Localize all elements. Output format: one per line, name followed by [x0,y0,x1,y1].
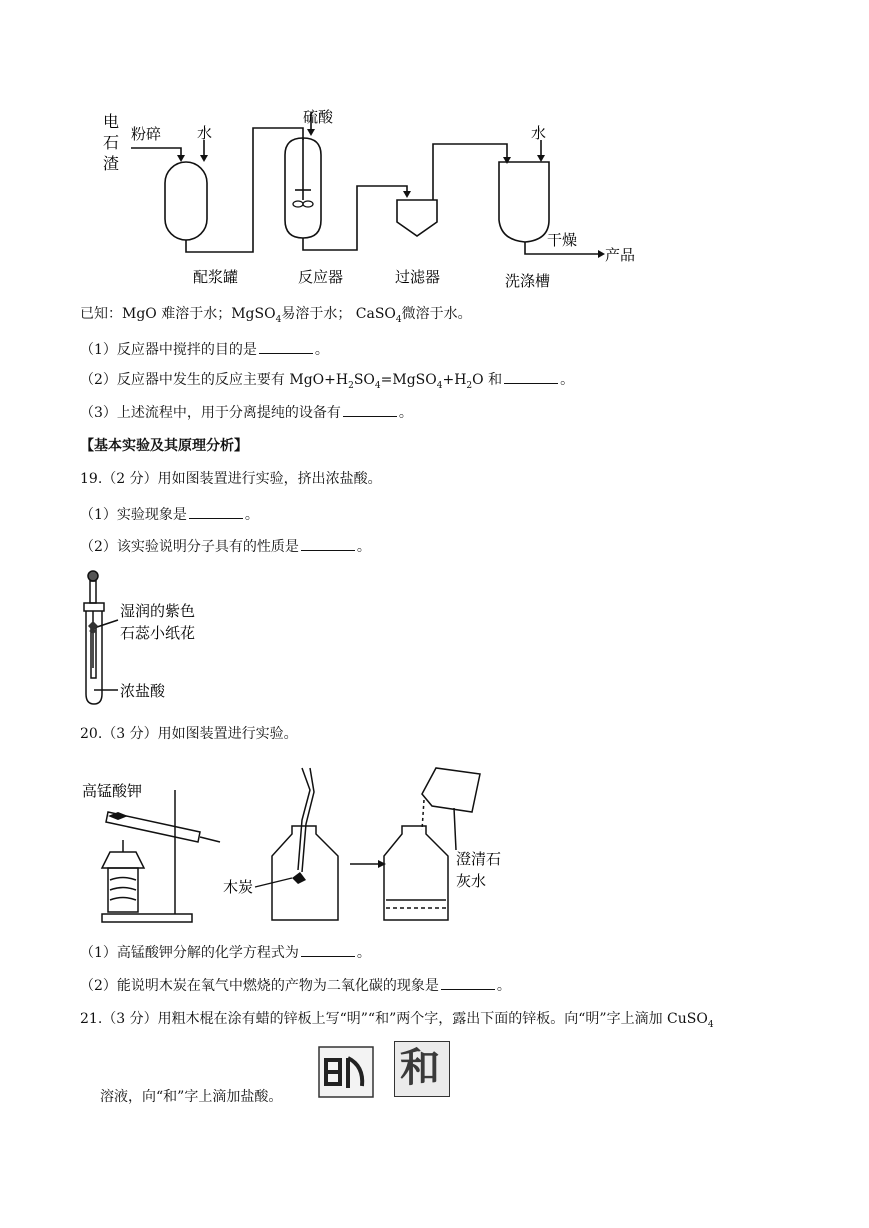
q20-part1: （1）高锰酸钾分解的化学方程式为 。 [80,945,371,961]
answer-blank[interactable] [504,371,558,384]
zinc-plate-he-char: 和 [400,1044,440,1091]
zinc-plate-he [394,1041,450,1097]
process-flow-diagram [95,100,655,295]
flow-source-3: 渣 [103,154,120,173]
label-limewater-2: 灰水 [456,872,487,890]
q18-part3: （3）上述流程中，用于分离提纯的设备有 。 [80,405,413,421]
answer-blank[interactable] [301,538,355,551]
label-conc-hcl: 浓盐酸 [120,682,166,700]
answer-blank[interactable] [189,506,243,519]
flow-crush-label: 粉碎 [131,125,162,143]
q18-part1: （1）反应器中搅拌的目的是 。 [80,342,329,358]
label-wet-litmus-2: 石蕊小纸花 [120,624,196,642]
q20-apparatus-diagram [80,760,510,930]
zinc-plate-ming [318,1046,374,1098]
flow-filter-label: 过滤器 [395,268,441,286]
answer-blank[interactable] [259,341,313,354]
flow-product-label: 产品 [605,246,636,264]
q19-test-tube-diagram [78,568,228,708]
flow-acid-label: 硫酸 [303,108,334,126]
label-wet-litmus-1: 湿润的紫色 [120,602,196,620]
flow-wash-label: 洗涤槽 [505,272,551,290]
q21-line2: 溶液，向“和”字上滴加盐酸。 [100,1089,283,1105]
q20-title: 20.（3 分）用如图装置进行实验。 [80,726,298,742]
label-charcoal: 木炭 [223,878,254,896]
known-line: 已知：MgO 难溶于水；MgSO$_4$易溶于水； CaSO$_4$微溶于水。 [80,306,472,325]
flow-source-2: 石 [103,133,120,152]
answer-blank[interactable] [301,944,355,957]
flow-source-1: 电 [103,112,120,131]
filter-vessel [397,200,437,236]
flow-tank-label: 配浆罐 [193,268,239,286]
answer-blank[interactable] [343,404,397,417]
q19-title: 19.（2 分）用如图装置进行实验，挤出浓盐酸。 [80,471,382,487]
slurry-tank [165,162,207,240]
q20-part2: （2）能说明木炭在氧气中燃烧的产物为二氧化碳的现象是 。 [80,978,511,994]
flow-water1-label: 水 [197,124,213,142]
q19-part2: （2）该实验说明分子具有的性质是 。 [80,539,371,555]
q19-part1: （1）实验现象是 。 [80,507,259,523]
washing-tank [499,162,549,242]
q18-part2: （2）反应器中发生的反应主要有 $MgO+H_2SO_4=MgSO_4+H_2O$ 和 。 [80,372,575,391]
flow-reactor-label: 反应器 [298,268,344,286]
label-limewater-1: 澄清石 [456,850,502,868]
label-kmno4: 高锰酸钾 [82,782,143,800]
q21-title: 21.（3 分）用粗木棍在涂有蜡的锌板上写“明”“和”两个字，露出下面的锌板。向“明”字上滴加 CuSO$_4$ [80,1011,714,1030]
flow-dry-label: 干燥 [547,231,578,249]
section-heading: 【基本实验及其原理分析】 [80,438,248,454]
flow-water2-label: 水 [531,124,547,142]
answer-blank[interactable] [441,977,495,990]
